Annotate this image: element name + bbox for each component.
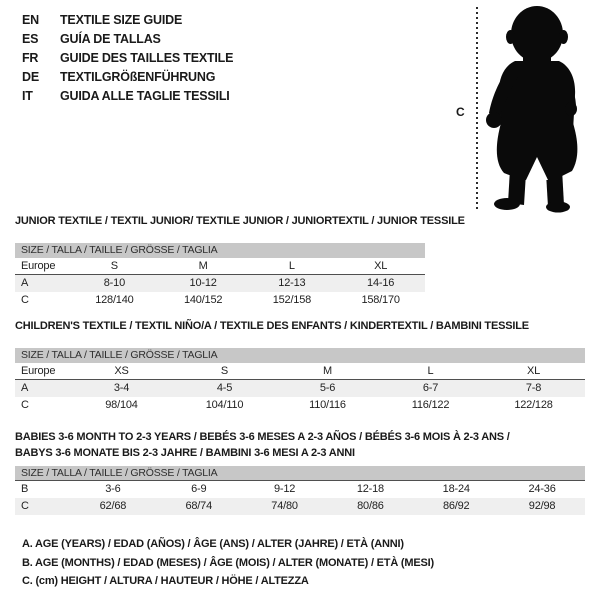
language-row — [22, 49, 233, 68]
cell-value: 158/170 — [361, 294, 400, 306]
cell-value: 6-9 — [191, 483, 207, 495]
cell-value: 62/68 — [99, 500, 127, 512]
table-row — [15, 380, 585, 397]
baby-silhouette-image — [482, 3, 594, 215]
children-size-table — [15, 348, 585, 414]
language-row — [22, 11, 233, 30]
section-title-line: BABYS 3-6 MONATE BIS 2-3 JAHRE / BAMBINI 3-6 MESI A 2-3 ANNI — [15, 447, 355, 459]
guide-title: TEXTILGRÖßENFÜHRUNG — [60, 70, 216, 84]
guide-title: GUIDA ALLE TAGLIE TESSILI — [60, 89, 230, 103]
language-code: EN — [22, 13, 39, 27]
junior-size-table — [15, 243, 425, 309]
table-row — [15, 275, 425, 292]
cell-value: 74/80 — [271, 500, 298, 512]
size-header-bar: SIZE / TALLA / TAILLE / GRÖSSE / TAGLIA — [15, 243, 425, 258]
row-label: A — [21, 382, 29, 394]
size-header-bar: SIZE / TALLA / TAILLE / GRÖSSE / TAGLIA — [15, 348, 585, 363]
row-label: Europe — [21, 260, 56, 272]
table-row — [15, 258, 425, 275]
cell-value: 80/86 — [357, 500, 384, 512]
section-title-line: CHILDREN'S TEXTILE / TEXTIL NIÑO/A / TEXTILE DES ENFANTS / KINDERTEXTIL / BAMBINI TESSILE — [15, 320, 529, 332]
section-title-line: BABIES 3-6 MONTH TO 2-3 YEARS / BEBÉS 3-6 MESES A 2-3 AÑOS / BÉBÉS 3-6 MOIS À 2-3 ANS / — [15, 431, 510, 443]
height-measure-label: C — [456, 105, 465, 119]
cell-value: L — [427, 365, 434, 377]
language-code: FR — [22, 51, 39, 65]
language-title-list — [22, 11, 233, 106]
junior-section-title — [15, 214, 465, 229]
cell-value: 18-24 — [442, 483, 470, 495]
cell-value: 10-12 — [189, 277, 217, 289]
row-label: C — [21, 294, 29, 306]
section-title-line: JUNIOR TEXTILE / TEXTIL JUNIOR/ TEXTILE JUNIOR / JUNIORTEXTIL / JUNIOR TESSILE — [15, 215, 465, 227]
babies-section-title — [15, 429, 585, 461]
table-row — [15, 363, 585, 380]
cell-value: 6-7 — [422, 382, 439, 394]
cell-value: XS — [114, 365, 129, 377]
cell-value: 24-36 — [528, 483, 556, 495]
legend-note-line: B. AGE (MONTHS) / EDAD (MESES) / ÂGE (MOIS) / ALTER (MONATE) / ETÀ (MESI) — [22, 556, 434, 569]
babies-size-table — [15, 466, 585, 515]
cell-value: S — [220, 365, 229, 377]
junior-textile-section — [15, 214, 465, 309]
cell-value: M — [198, 260, 208, 272]
cell-value: 5-6 — [319, 382, 336, 394]
guide-title: TEXTILE SIZE GUIDE — [60, 13, 183, 27]
row-label: A — [21, 277, 29, 289]
cell-value: 68/74 — [185, 500, 212, 512]
cell-value: 116/122 — [411, 399, 450, 411]
legend-notes — [22, 535, 434, 591]
cell-value: S — [110, 260, 118, 272]
table-row — [15, 292, 425, 309]
language-code: IT — [22, 89, 33, 103]
cell-value: XL — [374, 260, 388, 272]
table-row — [15, 397, 585, 414]
row-label: C — [21, 399, 29, 411]
cell-value: 14-16 — [367, 277, 395, 289]
language-row — [22, 68, 233, 87]
language-row — [22, 87, 233, 106]
cell-value: 8-10 — [103, 277, 125, 289]
language-code: ES — [22, 32, 39, 46]
cell-value: 92/98 — [528, 500, 556, 512]
legend-note-line: A. AGE (YEARS) / EDAD (AÑOS) / ÂGE (ANS) / ALTER (JAHRE) / ETÀ (ANNI) — [22, 538, 404, 550]
table-row — [15, 481, 585, 498]
cell-value: M — [323, 365, 332, 377]
cell-value: 86/92 — [442, 500, 470, 512]
row-label: C — [21, 500, 29, 512]
language-row — [22, 30, 233, 49]
height-measure-dashed-line — [476, 7, 478, 210]
guide-title: GUÍA DE TALLAS — [60, 32, 161, 46]
cell-value: 152/158 — [272, 294, 312, 306]
cell-value: 3-4 — [113, 382, 130, 394]
cell-value: 7-8 — [525, 382, 542, 394]
cell-value: 110/116 — [309, 399, 346, 411]
size-header-bar: SIZE / TALLA / TAILLE / GRÖSSE / TAGLIA — [15, 466, 585, 481]
cell-value: 3-6 — [105, 483, 121, 495]
cell-value: 12-18 — [356, 483, 384, 495]
language-code: DE — [22, 70, 39, 84]
row-label: B — [21, 483, 29, 495]
cell-value: 98/104 — [105, 399, 138, 411]
babies-textile-section — [15, 429, 585, 515]
cell-value: 122/128 — [514, 399, 553, 411]
cell-value: 9-12 — [273, 483, 296, 495]
row-label: Europe — [21, 365, 56, 377]
legend-note-line: C. (cm) HEIGHT / ALTURA / HAUTEUR / HÖHE / ALTEZZA — [22, 575, 309, 587]
cell-value: 128/140 — [95, 294, 134, 306]
table-row — [15, 498, 585, 515]
children-textile-section — [15, 319, 585, 414]
cell-value: XL — [526, 365, 541, 377]
cell-value: 4-5 — [216, 382, 233, 394]
cell-value: 140/152 — [183, 294, 223, 306]
cell-value: L — [288, 260, 295, 272]
guide-title: GUIDE DES TAILLES TEXTILE — [60, 51, 234, 65]
children-section-title — [15, 319, 585, 334]
cell-value: 104/110 — [205, 399, 244, 411]
cell-value: 12-13 — [278, 277, 306, 289]
